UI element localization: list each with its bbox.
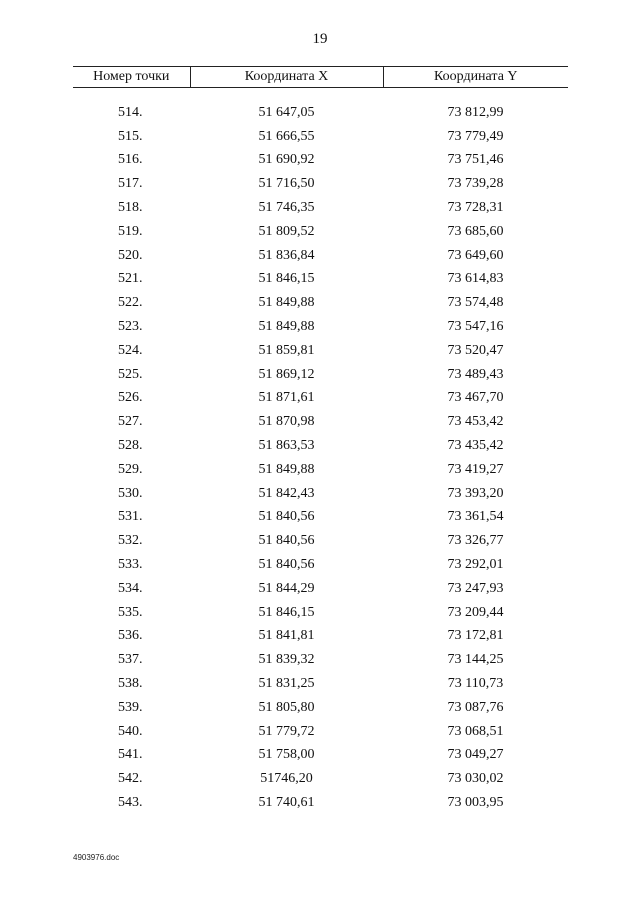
coordinate-y-cell: 73 003,95 (447, 795, 504, 810)
coordinate-y-cell: 73 172,81 (447, 628, 504, 644)
coordinate-x-cell: 51 746,35 (258, 200, 315, 216)
point-number-cell: 538. (118, 676, 143, 692)
point-number-cell: 516. (118, 152, 143, 168)
coordinate-x-cell: 51 846,15 (258, 604, 315, 620)
coordinate-x-cell: 51746,20 (260, 771, 313, 787)
point-number-cell: 529. (118, 461, 143, 477)
coordinate-y-cell: 73 209,44 (447, 604, 504, 620)
coordinate-y-cell: 73 467,70 (447, 390, 504, 406)
table-row (73, 458, 568, 482)
table-row (73, 625, 568, 649)
coordinate-x-cell: 51 849,88 (258, 319, 315, 335)
table-row (73, 553, 568, 577)
coordinate-y-cell: 73 685,60 (447, 223, 504, 239)
coordinate-x-cell: 51 831,25 (258, 676, 315, 692)
table-row (73, 101, 568, 125)
page-number: 19 (312, 31, 328, 47)
point-number-cell: 527. (118, 414, 143, 430)
table-row (73, 720, 568, 744)
table-row (73, 648, 568, 672)
point-number-cell: 533. (118, 557, 143, 573)
point-number-cell: 515. (118, 128, 143, 144)
coordinate-x-cell: 51 849,88 (258, 461, 315, 477)
coordinate-x-cell: 51 859,81 (258, 342, 315, 358)
table-row (73, 149, 568, 173)
point-number-cell: 534. (118, 580, 143, 596)
point-number-cell: 522. (118, 295, 143, 311)
point-number-cell: 524. (118, 342, 143, 358)
table-row (73, 744, 568, 768)
coordinate-y-cell: 73 030,02 (447, 771, 504, 787)
table-row (73, 482, 568, 506)
table-row (73, 220, 568, 244)
table-spacer (73, 88, 568, 102)
point-number-cell: 532. (118, 533, 143, 549)
coordinate-y-cell: 73 110,73 (447, 676, 504, 692)
header-coordinate-x: Координата X (190, 67, 383, 88)
point-number-cell: 526. (118, 390, 143, 406)
coordinate-x-cell: 51 839,32 (258, 652, 315, 668)
point-number-cell: 537. (118, 652, 143, 668)
coordinate-y-cell: 73 739,28 (447, 176, 504, 192)
coordinate-x-cell: 51 836,84 (258, 247, 315, 263)
coordinate-y-cell: 73 326,77 (447, 533, 504, 549)
coordinate-x-cell: 51 871,61 (258, 390, 315, 406)
table-row (73, 315, 568, 339)
footer-filename: 4903976.doc (73, 853, 120, 862)
point-number-cell: 530. (118, 485, 143, 501)
coordinate-y-cell: 73 520,47 (447, 342, 504, 358)
coordinate-x-cell: 51 758,00 (258, 747, 315, 763)
point-number-cell: 542. (118, 771, 143, 787)
coordinate-y-cell: 73 489,43 (447, 366, 504, 382)
table-row (73, 767, 568, 791)
table-row (73, 410, 568, 434)
point-number-cell: 536. (118, 628, 143, 644)
coordinate-y-cell: 73 361,54 (447, 509, 504, 525)
point-number-cell: 541. (118, 747, 143, 763)
point-number-cell: 543. (118, 795, 143, 810)
coordinate-x-cell: 51 716,50 (258, 176, 315, 192)
coordinate-y-cell: 73 728,31 (447, 200, 504, 216)
coordinate-y-cell: 73 547,16 (447, 319, 504, 335)
table-row (73, 791, 568, 815)
table-row (73, 434, 568, 458)
table-row (73, 339, 568, 363)
coordinate-y-cell: 73 751,46 (447, 152, 504, 168)
table-row (73, 577, 568, 601)
header-coordinate-y: Координата Y (383, 67, 568, 88)
coordinate-y-cell: 73 779,49 (447, 128, 504, 144)
coordinate-y-cell: 73 049,27 (447, 747, 504, 763)
table-row (73, 125, 568, 149)
header-point-number: Номер точки (73, 67, 190, 88)
coordinate-y-cell: 73 247,93 (447, 580, 504, 596)
point-number-cell: 525. (118, 366, 143, 382)
coordinate-x-cell: 51 779,72 (258, 723, 315, 739)
table-row (73, 387, 568, 411)
point-number-cell: 517. (118, 176, 143, 192)
table-row (73, 196, 568, 220)
point-number-cell: 518. (118, 200, 143, 216)
coordinate-y-cell: 73 614,83 (447, 271, 504, 287)
table-header-row (73, 67, 568, 88)
coordinate-y-cell: 73 812,99 (447, 104, 504, 120)
coordinate-y-cell: 73 144,25 (447, 652, 504, 668)
table-row (73, 672, 568, 696)
coordinate-x-cell: 51 870,98 (258, 414, 315, 430)
coordinate-y-cell: 73 087,76 (447, 699, 504, 715)
coordinate-x-cell: 51 809,52 (258, 223, 315, 239)
coordinate-x-cell: 51 805,80 (258, 699, 315, 715)
coordinate-x-cell: 51 863,53 (258, 438, 315, 454)
coordinate-y-cell: 73 292,01 (447, 557, 504, 573)
table-body (73, 88, 568, 815)
coordinate-x-cell: 51 647,05 (258, 104, 315, 120)
coordinate-x-cell: 51 841,81 (258, 628, 315, 644)
table-row (73, 244, 568, 268)
coordinate-y-cell: 73 435,42 (447, 438, 504, 454)
table-row (73, 268, 568, 292)
coordinate-y-cell: 73 068,51 (447, 723, 504, 739)
point-number-cell: 531. (118, 509, 143, 525)
coordinate-x-cell: 51 869,12 (258, 366, 315, 382)
table-row (73, 291, 568, 315)
point-number-cell: 539. (118, 699, 143, 715)
coordinate-x-cell: 51 846,15 (258, 271, 315, 287)
point-number-cell: 521. (118, 271, 143, 287)
coordinate-y-cell: 73 574,48 (447, 295, 504, 311)
coordinate-y-cell: 73 453,42 (447, 414, 504, 430)
table-row (73, 172, 568, 196)
coordinate-y-cell: 73 649,60 (447, 247, 504, 263)
table-row (73, 601, 568, 625)
point-number-cell: 519. (118, 223, 143, 239)
coordinate-x-cell: 51 840,56 (258, 509, 315, 525)
table-row (73, 529, 568, 553)
point-number-cell: 520. (118, 247, 143, 263)
coordinate-x-cell: 51 840,56 (258, 557, 315, 573)
coordinate-x-cell: 51 690,92 (258, 152, 315, 168)
point-number-cell: 514. (118, 104, 143, 120)
table-row (73, 506, 568, 530)
point-number-cell: 528. (118, 438, 143, 454)
coordinate-x-cell: 51 666,55 (258, 128, 315, 144)
point-number-cell: 523. (118, 319, 143, 335)
point-number-cell: 540. (118, 723, 143, 739)
table-row (73, 363, 568, 387)
coordinate-x-cell: 51 849,88 (258, 295, 315, 311)
coordinate-y-cell: 73 419,27 (447, 461, 504, 477)
coordinate-x-cell: 51 842,43 (258, 485, 315, 501)
coordinate-x-cell: 51 844,29 (258, 580, 315, 596)
coordinate-y-cell: 73 393,20 (447, 485, 504, 501)
point-number-cell: 535. (118, 604, 143, 620)
coordinate-x-cell: 51 740,61 (258, 795, 315, 810)
table-row (73, 696, 568, 720)
coordinate-x-cell: 51 840,56 (258, 533, 315, 549)
coordinates-table (73, 66, 568, 815)
